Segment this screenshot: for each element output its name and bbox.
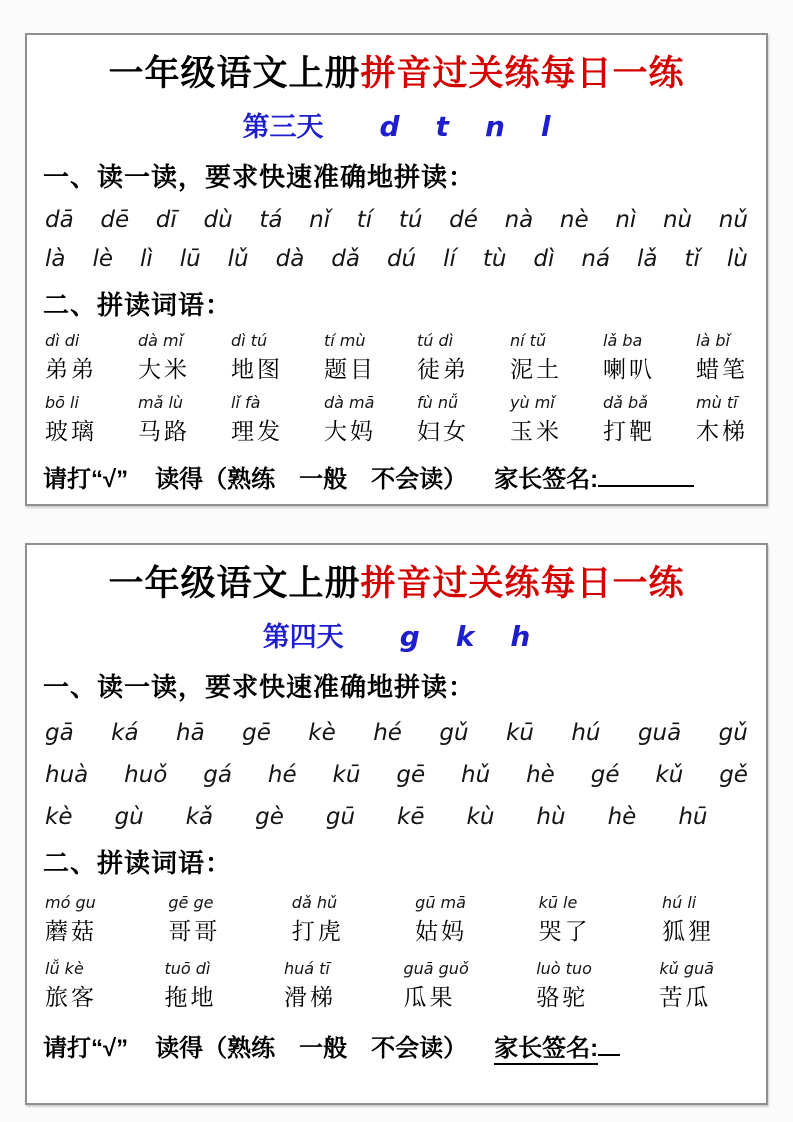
word-pinyin: dǎ hǔ — [291, 893, 338, 912]
pinyin-syllable: ká — [111, 720, 139, 746]
word-pinyin: hú li — [661, 893, 697, 912]
word-pinyin: gū mā — [415, 893, 466, 912]
footer — [43, 459, 750, 494]
word-pinyin: mó gu — [45, 893, 96, 912]
pinyin-syllable: dē — [100, 207, 130, 233]
word-row — [43, 893, 750, 946]
pinyin-syllable: nì — [615, 207, 637, 233]
day-heading — [43, 105, 750, 144]
word-pinyin: kū le — [538, 893, 578, 912]
pinyin-syllable: hé — [267, 762, 297, 788]
word-pinyin: mù tī — [696, 393, 738, 412]
signature-label: 家长签名: — [494, 1035, 598, 1065]
word-item — [284, 959, 336, 1012]
word-item — [45, 959, 97, 1012]
word-item — [696, 331, 748, 384]
pinyin-syllable: gē — [242, 720, 271, 746]
day-label: 第四天 — [262, 622, 344, 652]
word-hanzi: 拖地 — [164, 984, 217, 1010]
title-book-part: 一年级语文上册 — [108, 54, 361, 93]
pinyin-row — [43, 246, 750, 272]
pinyin-syllable: g — [399, 620, 420, 653]
pinyin-syllable: kè — [45, 804, 73, 830]
word-item — [45, 393, 97, 446]
day-heading — [43, 615, 750, 654]
word-hanzi: 马路 — [138, 418, 190, 444]
word-pinyin: yù mǐ — [510, 393, 555, 412]
word-pinyin: tí mù — [324, 331, 366, 350]
word-item — [603, 393, 655, 446]
pinyin-syllable: gá — [203, 762, 232, 788]
pinyin-syllable: hā — [176, 720, 205, 746]
word-pinyin: dà mā — [324, 393, 375, 412]
pinyin-syllable: gé — [590, 762, 620, 788]
word-hanzi: 妇女 — [417, 418, 469, 444]
word-item — [403, 959, 468, 1012]
word-item — [539, 893, 591, 946]
pinyin-syllable: kē — [397, 804, 425, 830]
pinyin-syllable: hū — [678, 804, 708, 830]
word-hanzi: 喇叭 — [603, 356, 655, 382]
pinyin-syllable: tǐ — [684, 246, 700, 272]
word-hanzi: 地图 — [231, 356, 283, 382]
word-hanzi: 大妈 — [324, 418, 376, 444]
word-pinyin: dì tú — [231, 331, 268, 350]
pinyin-syllable: lì — [139, 246, 153, 272]
word-pinyin: lǎ ba — [603, 331, 643, 350]
pinyin-syllable: h — [510, 620, 531, 653]
word-hanzi: 哥哥 — [168, 918, 221, 944]
word-hanzi: 打虎 — [291, 918, 344, 944]
word-pinyin: tú dì — [417, 331, 454, 350]
pinyin-syllable: dì — [533, 246, 555, 272]
word-item — [324, 393, 376, 446]
pinyin-row — [43, 804, 750, 830]
pinyin-syllable: gě — [719, 762, 748, 788]
word-hanzi: 骆驼 — [536, 984, 589, 1010]
pinyin-syllable: dǎ — [331, 246, 360, 272]
pinyin-syllable: lí — [443, 246, 456, 272]
word-item — [168, 893, 220, 946]
pinyin-syllable: nǐ — [309, 207, 331, 233]
signature-label: 家长签名: — [494, 466, 599, 493]
section-heading-read: 一、读一读，要求快速准确地拼读： — [43, 672, 476, 702]
check-instruction: 请打“√” — [43, 1035, 129, 1062]
section-heading-words: 二、拼读词语： — [43, 848, 233, 878]
pinyin-syllable: nǔ — [718, 207, 748, 233]
pinyin-syllable: nù — [662, 207, 693, 233]
word-hanzi: 徒弟 — [417, 356, 469, 382]
word-pinyin: bō li — [45, 393, 79, 412]
word-item — [603, 331, 655, 384]
word-pinyin: fù nǚ — [417, 393, 459, 412]
word-pinyin: dà mǐ — [138, 331, 184, 350]
pinyin-syllable: dú — [386, 246, 417, 272]
word-hanzi: 蘑菇 — [45, 918, 97, 944]
word-item — [138, 331, 190, 384]
pinyin-row — [43, 762, 750, 788]
pinyin-syllable: lù — [726, 246, 748, 272]
pinyin-syllable: tú — [398, 207, 423, 233]
word-item — [659, 959, 714, 1012]
word-pinyin: lǐ fà — [231, 393, 261, 412]
word-hanzi: 打靶 — [603, 418, 655, 444]
section-heading-words: 二、拼读词语： — [43, 290, 233, 320]
signature-line — [598, 465, 694, 487]
pinyin-syllable: gā — [45, 720, 74, 746]
pinyin-syllable: hè — [526, 762, 555, 788]
pinyin-syllable: kū — [332, 762, 361, 788]
pinyin-syllable: dà — [275, 246, 305, 272]
pinyin-syllable: tí — [356, 207, 373, 233]
pinyin-row — [43, 720, 750, 746]
check-instruction: 请打“√” — [43, 466, 129, 493]
word-pinyin: guā guǒ — [403, 959, 469, 978]
pinyin-syllable: kǔ — [655, 762, 684, 788]
word-hanzi: 理发 — [231, 418, 283, 444]
pinyin-syllable: gǔ — [439, 720, 469, 746]
pinyin-syllable: lǎ — [637, 246, 658, 272]
word-pinyin: luò tuo — [536, 959, 592, 978]
word-item — [510, 331, 562, 384]
word-item — [164, 959, 216, 1012]
word-row — [43, 393, 750, 446]
word-item — [417, 393, 469, 446]
word-item — [696, 393, 748, 446]
pinyin-syllable: gū — [325, 804, 356, 830]
word-item — [324, 331, 376, 384]
pinyin-syllable: hù — [536, 804, 566, 830]
pinyin-syllable: huà — [45, 762, 89, 788]
pinyin-syllable: gē — [396, 762, 426, 788]
word-hanzi: 哭了 — [538, 918, 591, 944]
pinyin-syllable: lū — [179, 246, 201, 272]
word-hanzi: 题目 — [324, 356, 376, 382]
pinyin-syllable: hú — [571, 720, 601, 746]
pinyin-syllable: hé — [373, 720, 402, 746]
footer — [43, 1028, 750, 1063]
rating-options: 读得（熟练 一般 不会读） — [155, 466, 468, 493]
pinyin-syllable: lè — [92, 246, 113, 272]
worksheet-title — [43, 556, 750, 606]
word-pinyin: gē ge — [168, 893, 214, 912]
word-item — [510, 393, 562, 446]
pinyin-syllable: dù — [203, 207, 233, 233]
signature-area — [494, 459, 694, 494]
section-heading-read: 一、读一读，要求快速准确地拼读： — [43, 162, 476, 192]
word-hanzi: 瓜果 — [403, 984, 456, 1010]
pinyin-syllable: gè — [255, 804, 284, 830]
word-hanzi: 玉米 — [510, 418, 562, 444]
word-item — [662, 893, 714, 946]
word-row — [43, 331, 750, 384]
word-hanzi: 狐狸 — [661, 918, 714, 944]
pinyin-syllable: dé — [449, 207, 478, 233]
signature-area — [494, 1028, 620, 1063]
word-hanzi: 旅客 — [45, 984, 97, 1010]
title-book-part: 一年级语文上册 — [108, 564, 361, 603]
pinyin-syllable: kǎ — [185, 804, 214, 830]
word-item — [45, 331, 97, 384]
word-item — [536, 959, 592, 1012]
word-hanzi: 蜡笔 — [696, 356, 748, 382]
pinyin-syllable: n — [484, 110, 505, 143]
word-item — [45, 893, 97, 946]
pinyin-syllable: d — [379, 110, 400, 143]
pinyin-syllable: dī — [155, 207, 177, 233]
word-pinyin: là bǐ — [696, 331, 730, 350]
pinyin-syllable: gǔ — [718, 720, 748, 746]
pinyin-syllable: nà — [504, 207, 534, 233]
pinyin-syllable: hè — [607, 804, 637, 830]
word-pinyin: kǔ guā — [659, 959, 714, 978]
word-hanzi: 玻璃 — [45, 418, 97, 444]
word-row — [43, 959, 750, 1012]
pinyin-syllable: nè — [559, 207, 589, 233]
word-item — [417, 331, 469, 384]
pinyin-syllable: huǒ — [124, 762, 168, 788]
word-pinyin: dì di — [45, 331, 80, 350]
pinyin-syllable: kù — [466, 804, 495, 830]
pinyin-syllable: k — [455, 620, 475, 653]
word-hanzi: 弟弟 — [45, 356, 97, 382]
day-letters — [400, 620, 531, 653]
word-item — [138, 393, 190, 446]
pinyin-syllable: tù — [482, 246, 507, 272]
pinyin-syllable: lǔ — [227, 246, 249, 272]
word-hanzi: 木梯 — [696, 418, 748, 444]
worksheet-card-day4 — [25, 543, 768, 1105]
word-item — [231, 331, 283, 384]
pinyin-syllable: dā — [45, 207, 74, 233]
word-item — [231, 393, 283, 446]
rating-options: 读得（熟练 一般 不会读） — [155, 1035, 468, 1062]
word-pinyin: ní tǔ — [510, 331, 547, 350]
pinyin-syllable: gù — [114, 804, 144, 830]
pinyin-syllable: hǔ — [461, 762, 491, 788]
worksheet-card-day3 — [25, 33, 768, 506]
day-label: 第三天 — [242, 112, 324, 142]
word-pinyin: lǚ kè — [45, 959, 84, 978]
word-pinyin: dǎ bǎ — [603, 393, 649, 412]
pinyin-syllable: l — [540, 110, 551, 143]
word-hanzi: 姑妈 — [415, 918, 468, 944]
word-pinyin: tuō dì — [164, 959, 211, 978]
word-hanzi: 泥土 — [510, 356, 562, 382]
pinyin-syllable: kè — [308, 720, 336, 746]
title-drill-part: 拼音过关练每日一练 — [360, 564, 685, 603]
pinyin-row — [43, 207, 750, 233]
word-pinyin: mǎ lù — [138, 393, 184, 412]
word-hanzi: 大米 — [138, 356, 190, 382]
word-pinyin: huá tī — [283, 959, 330, 978]
word-item — [415, 893, 467, 946]
pinyin-syllable: là — [45, 246, 66, 272]
pinyin-syllable: tá — [259, 207, 283, 233]
pinyin-syllable: ná — [581, 246, 611, 272]
pinyin-syllable: kū — [506, 720, 534, 746]
pinyin-syllable: guā — [637, 720, 682, 746]
day-letters — [380, 110, 551, 143]
word-item — [292, 893, 344, 946]
word-hanzi: 苦瓜 — [659, 984, 712, 1010]
worksheet-title — [43, 46, 750, 96]
pinyin-syllable: t — [435, 110, 449, 143]
title-drill-part: 拼音过关练每日一练 — [360, 54, 685, 93]
word-hanzi: 滑梯 — [283, 984, 336, 1010]
signature-line — [598, 1034, 620, 1056]
